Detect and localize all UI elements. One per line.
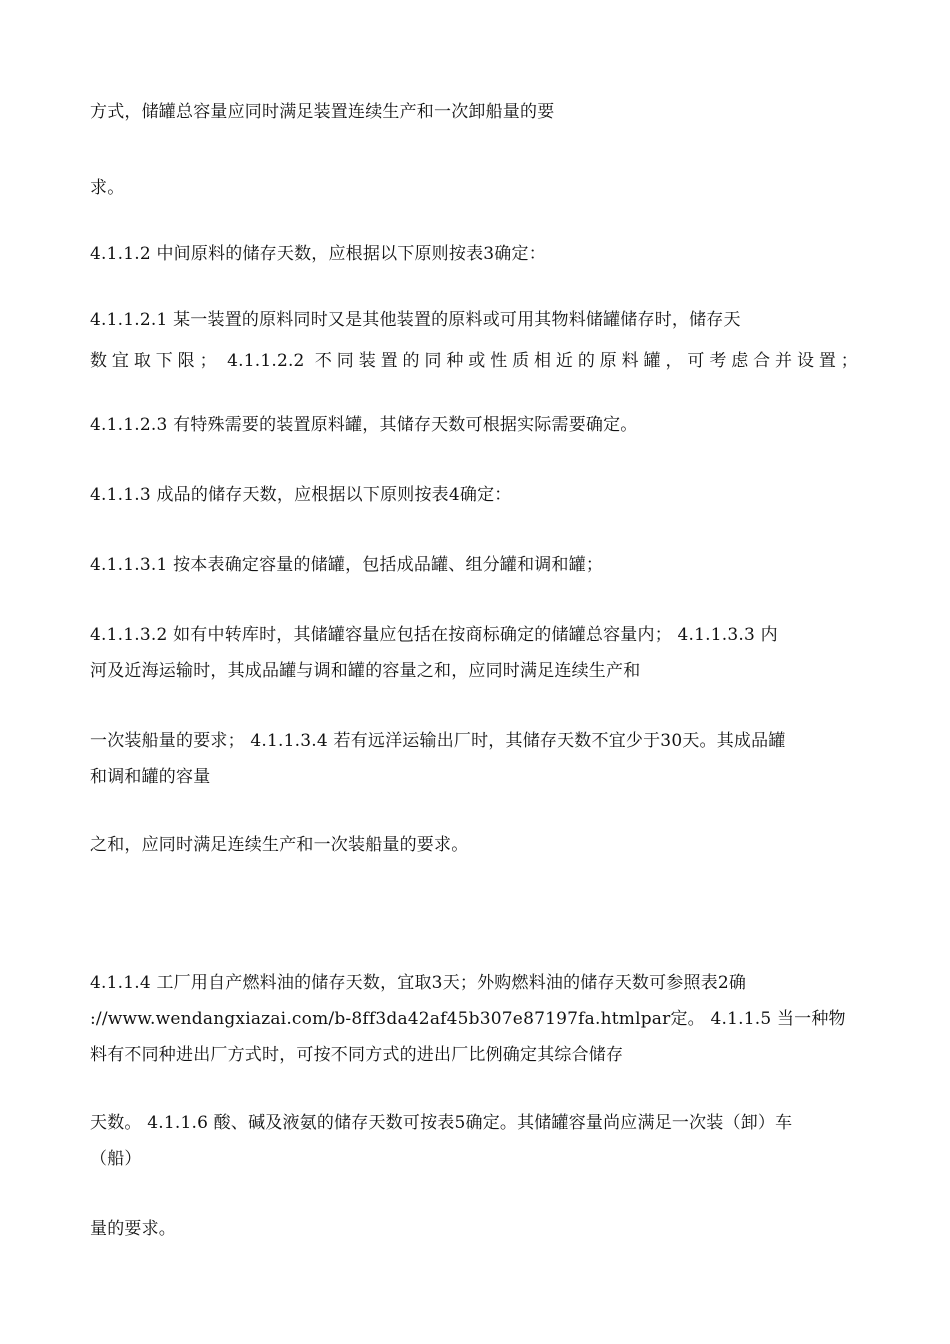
text-line: 一次装船量的要求； 4.1.1.3.4 若有远洋运输出厂时，其储存天数不宜少于30天。其成品罐 <box>90 731 786 751</box>
text-line: （船） <box>90 1149 142 1169</box>
text-line: 河及近海运输时，其成品罐与调和罐的容量之和，应同时满足连续生产和 <box>90 661 641 681</box>
text-line: 4.1.1.2.3 有特殊需要的装置原料罐，其储存天数可根据实际需要确定。 <box>90 415 638 435</box>
text-line: ://www.wendangxiazai.com/b-8ff3da42af45b307e87197fa.htmlpar定。 4.1.1.5 当一种物 <box>90 1009 846 1029</box>
text-line: 求。 <box>90 178 125 198</box>
text-line: 之和，应同时满足连续生产和一次装船量的要求。 <box>90 835 469 855</box>
text-line: 4.1.1.2 中间原料的储存天数，应根据以下原则按表3确定： <box>90 244 546 264</box>
text-line: 和调和罐的容量 <box>90 767 211 787</box>
text-line: 方式，储罐总容量应同时满足装置连续生产和一次卸船量的要 <box>90 102 555 122</box>
text-line: 4.1.1.2.1 某一装置的原料同时又是其他装置的原料或可用其物料储罐储存时，储存天 <box>90 310 741 330</box>
text-line: 4.1.1.4 工厂用自产燃料油的储存天数，宜取3天；外购燃料油的储存天数可参照表2确 <box>90 973 747 993</box>
text-line: 4.1.1.3.1 按本表确定容量的储罐，包括成品罐、组分罐和调和罐； <box>90 555 604 575</box>
text-line: 料有不同种进出厂方式时，可按不同方式的进出厂比例确定其综合储存 <box>90 1045 624 1065</box>
text-line: 4.1.1.3 成品的储存天数，应根据以下原则按表4确定： <box>90 485 512 505</box>
text-line: 数宜取下限； 4.1.1.2.2 不同装置的同种或性质相近的原料罐，可考虑合并设置； <box>90 351 858 371</box>
text-line: 量的要求。 <box>90 1219 176 1239</box>
text-line: 4.1.1.3.2 如有中转库时，其储罐容量应包括在按商标确定的储罐总容量内； 4.1.1.3.3 内 <box>90 625 778 645</box>
text-line: 天数。 4.1.1.6 酸、碱及液氨的储存天数可按表5确定。其储罐容量尚应满足一次装（卸）车 <box>90 1113 793 1133</box>
